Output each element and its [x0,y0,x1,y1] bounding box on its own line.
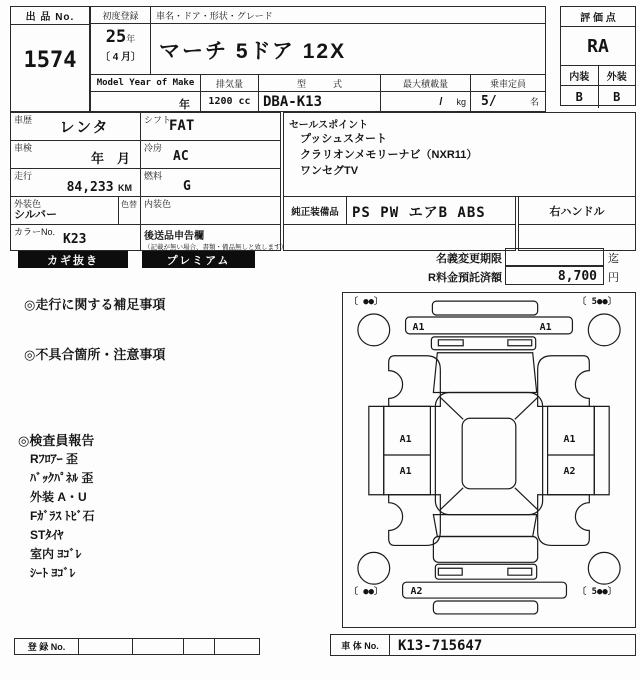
capacity-label: 乗車定員 [489,78,526,89]
color-change-label: 色替 [121,200,137,209]
headlight-left [438,340,463,346]
deposit-unit: 円 [608,272,619,284]
declaration-empty-box [283,224,516,251]
max-load-value: / [439,95,443,108]
exterior-color-cell [10,196,119,225]
auction-no-box [10,6,90,112]
front-left-fender [389,356,441,407]
capacity-header [470,74,546,92]
model-year-header [90,74,201,92]
capacity-unit: 名 [529,97,539,107]
history-value: レンタ [59,119,110,136]
first-registration-box [90,6,151,75]
damage-left-rear-door: A1 [399,465,412,477]
damage-rear-bumper: A2 [410,586,423,598]
sales-point-item: ワンセグTV [300,165,359,177]
equipment-value: PS PW エアB ABS [352,205,486,221]
inspector-item: 室内 ﾖｺﾞﾚ [30,547,82,561]
name-change-label: 名義変更期限 [436,253,502,265]
body-no-label: 車 体 No. [331,635,390,655]
first-registration-month: 〔 4 月〕 [99,52,142,63]
sales-point-box [283,112,636,197]
inspector-item: 外装 A・U [30,490,87,504]
aircon-label: 冷房 [144,143,163,153]
shift-cell [140,112,281,141]
mileage-label: 走行 [14,171,33,181]
aircon-cell [140,140,281,169]
headlight-panel [431,337,535,350]
inspection-value: 年 月 [90,151,130,166]
fuel-cell [140,168,281,197]
registration-no-cell [79,639,133,654]
registration-no-cell [184,639,215,654]
inspector-item: ｼｰﾄ ﾖｺﾞﾚ [30,566,76,580]
windshield [433,353,536,393]
badge-premium: プレミアム [142,251,255,268]
auction-no-label: 出 品 No. [11,7,89,25]
late-items-note: （記載が無い場合、書類・備品無しと致します） [144,244,287,251]
capacity-cell [470,91,546,112]
exterior-grade: B [613,90,621,104]
name-change-unit: 迄 [608,253,619,265]
handle-box [518,196,636,225]
registration-no-cell [215,639,259,654]
taillight-left [438,568,462,575]
inspector-report-heading: ◎検査員報告 [18,433,95,448]
exterior-label: 外装 [606,72,627,83]
exterior-color-label: 外装色 [14,199,42,209]
left-door-block [384,406,431,494]
model-year-cell [90,91,201,112]
tread-marker-front-right: 〔 5●●〕 [577,297,617,308]
damage-front-bumper-left: A1 [412,321,425,333]
right-sill [594,406,609,494]
front-spoiler [432,301,537,315]
inspector-item: Rﾌﾛｱｰ 歪 [30,452,79,466]
sales-point-item: クラリオンメモリーナビ（NXR11） [300,149,478,161]
rear-glass [433,515,536,537]
grade-label: 評 価 点 [561,7,635,27]
tread-marker-front-left: 〔 ●●〕 [348,297,383,308]
sales-point-item: プッシュスタート [300,133,388,145]
damage-front-bumper-right: A1 [539,321,552,333]
defect-notes-heading: ◎不具合箇所・注意事項 [24,347,166,362]
mileage-cell [10,168,141,197]
tread-marker-rear-right: 〔 5●●〕 [577,587,617,598]
mileage-value: 84,233 [66,180,114,195]
displacement-header [200,74,259,92]
name-change-deadline-box [505,248,604,266]
late-items-label: 後送品申告欄 [144,231,204,242]
fuel-value: G [183,179,191,194]
first-registration-label: 初度登録 [91,7,150,24]
shift-value: FAT [169,118,195,134]
first-registration-year-unit: 年 [126,34,136,44]
deposit-value: 8,700 [557,269,597,284]
left-sill [369,406,384,494]
roof-panel [462,418,516,489]
tire-rear-right [588,552,620,584]
driving-notes-heading: ◎走行に関する補足事項 [24,297,166,312]
deposit-label: R料金預託済額 [428,272,502,284]
tire-rear-left [358,552,390,584]
tire-front-right [588,314,620,346]
car-name-value: マーチ 5ドア 12X [159,40,347,63]
inspector-item: ﾊﾞｯｸﾊﾟﾈﾙ 歪 [30,471,94,485]
registration-no-box [14,638,260,655]
late-items-cell [140,224,287,251]
handle-empty-box [518,224,636,251]
shift-label: シフト [144,115,172,125]
interior-color-cell [140,196,281,225]
model-code-header [258,74,381,92]
interior-label: 内装 [561,66,599,85]
inspector-report-list [30,450,95,583]
history-label: 車歴 [14,115,33,125]
body-no-box [330,634,636,656]
tire-front-left [358,314,390,346]
rear-right-fender [538,495,590,546]
registration-no-cell [133,639,184,654]
model-code-cell [258,91,381,112]
exterior-color-value: シルバー [14,209,57,221]
sales-point-label: セールスポイント [289,120,369,131]
mileage-unit: KM [118,183,132,193]
badge-key-removed: カギ抜き [18,251,128,268]
cabin-outline [435,392,542,514]
car-name-box [150,6,546,75]
auction-no-value: 1574 [23,47,77,73]
interior-color-label: 内装色 [144,199,172,209]
tread-marker-rear-left: 〔 ●●〕 [348,587,383,598]
model-year-label: Model Year of Make [96,78,195,88]
model-year-value: 年 [179,99,190,111]
max-load-unit: kg [456,96,466,107]
damage-right-front-door: A1 [563,434,576,446]
first-registration-year: 25 [105,27,127,47]
handle-value: 右ハンドル [549,205,605,218]
model-code-value: DBA-K13 [263,94,323,110]
model-code-label: 型 式 [296,78,342,89]
right-door-block [548,406,595,494]
max-load-label: 最大積載量 [402,78,448,89]
aircon-value: AC [173,149,189,164]
headlight-right [508,340,532,346]
car-damage-diagram [342,292,636,628]
max-load-cell [380,91,471,112]
capacity-value: 5/ [481,94,497,109]
car-diagram-svg [343,293,635,627]
name-change-value [506,249,603,251]
color-no-cell [10,224,141,251]
inspector-item: Fｶﾞﾗｽ ﾄﾋﾞ石 [30,509,95,523]
displacement-cell [200,91,259,112]
color-no-value: K23 [63,232,87,247]
body-no-value: K13-715647 [398,638,483,654]
tailgate [433,536,537,562]
deposit-box [505,266,604,285]
equipment-row [283,196,516,225]
equipment-label: 純正装備品 [284,197,347,224]
rear-spoiler [433,601,537,614]
fuel-label: 燃料 [144,171,163,181]
damage-right-rear-door: A2 [563,465,576,477]
car-name-label: 車名・ドア・形状・グレード [151,7,545,24]
inspector-item: STﾀｲﾔ [30,528,64,542]
max-load-header [380,74,471,92]
grade-box [560,6,636,106]
rear-left-fender [389,495,441,546]
rear-bumper [403,582,567,598]
color-no-label: カラーNo. [14,227,56,237]
taillight-right [508,568,532,575]
inspection-cell [10,140,141,169]
grade-value: RA [561,27,635,66]
registration-no-label: 登 録 No. [15,639,79,654]
inspection-label: 車検 [14,143,33,153]
interior-grade: B [561,86,599,108]
damage-left-front-door: A1 [399,434,412,446]
front-right-fender [538,356,590,407]
color-change-cell [118,196,141,225]
displacement-label: 排気量 [215,78,243,89]
roof-fold-lines [440,397,537,509]
taillight-panel [435,564,536,579]
history-cell [10,112,141,141]
displacement-value: 1200 cc [208,96,251,107]
